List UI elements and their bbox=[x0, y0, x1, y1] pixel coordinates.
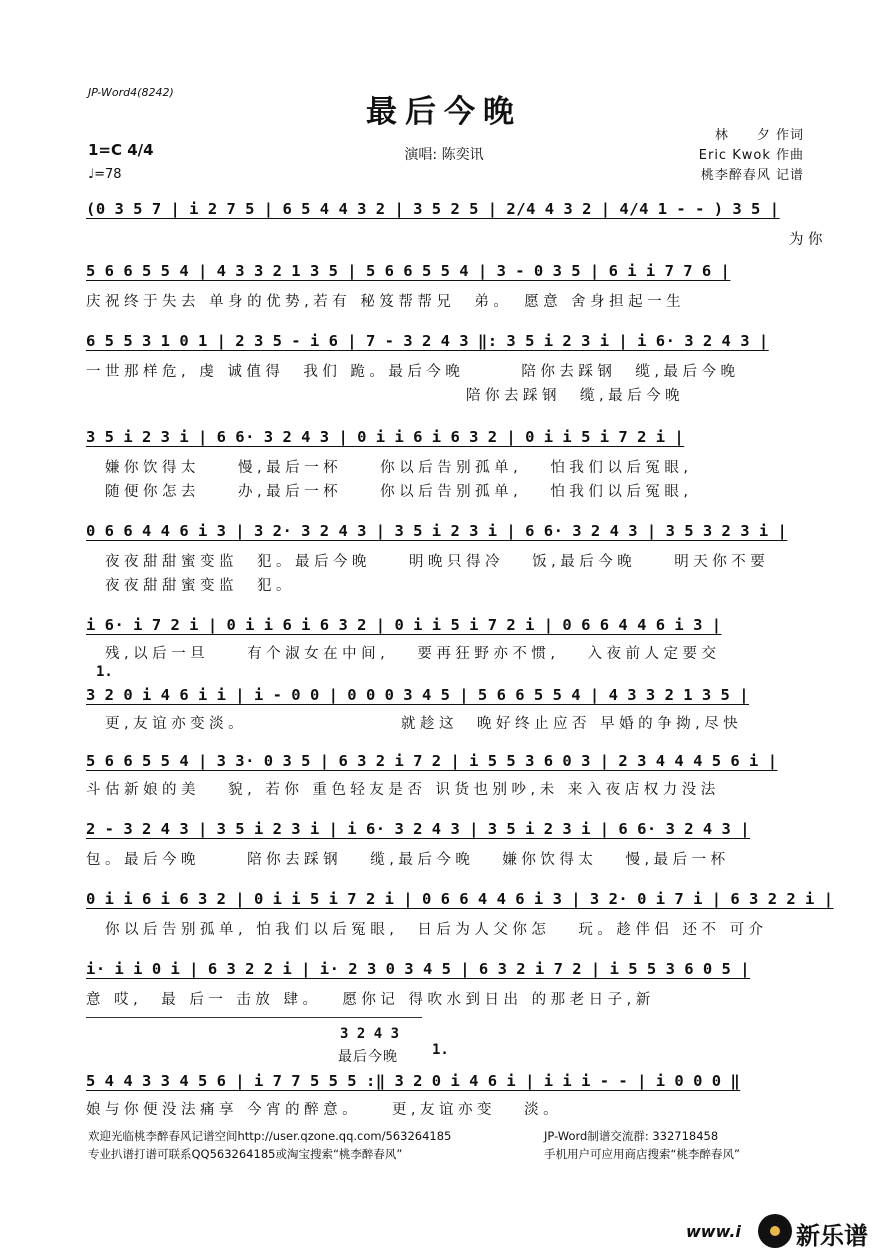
coda-lyrics: 最后今晚 bbox=[338, 1049, 398, 1065]
lyric-line-11: 意 哎, 最 后一 击放 肆。 愿你记 得吹水到日出 的那老日子,新 bbox=[86, 992, 655, 1008]
tempo-marking: ♩=78 bbox=[88, 167, 122, 182]
lyricist-credit: 林 夕 作词 bbox=[714, 128, 804, 143]
notation-line-1: (0 3 5 7 | i 2 7 5 | 6 5 4 4 3 2 | 3 5 2 5 | 2/4 4 3 2 | 4/4 1 - - ) 3 5 | bbox=[86, 200, 780, 218]
lyric-line-5b: 夜夜甜甜蜜变监 犯。 bbox=[86, 578, 295, 594]
divider-line bbox=[86, 1017, 422, 1018]
transcriber-credit: 桃李醉春风 记谱 bbox=[700, 168, 804, 183]
lyric-line-7: 更,友谊亦变淡。 就趁这 晚好终止应否 早婚的争拗,尽快 bbox=[86, 716, 743, 732]
footer-website: 欢迎光临桃李醉春风记谱空间http://user.qzone.qq.com/563264185 bbox=[88, 1129, 452, 1143]
lyric-line-1: 为你 bbox=[86, 232, 827, 248]
singer-credit: 演唱: 陈奕讯 bbox=[404, 147, 484, 163]
volta-first-ending: 1. bbox=[96, 664, 113, 680]
volta-first-ending-2: 1. bbox=[432, 1042, 449, 1058]
lyric-line-2: 庆祝终于失去 单身的优势,若有 秘笈帮帮兄 弟。 愿意 舍身担起一生 bbox=[86, 294, 686, 310]
notation-line-10: 0 i i 6 i 6 3 2 | 0 i i 5 i 7 2 i | 0 6 6 4 4 6 i 3 | 3 2· 0 i 7 i | 6 3 2 2 i | bbox=[86, 890, 834, 908]
notation-line-7: 3 2 0 i 4 6 i i | i - 0 0 | 0 0 0 3 4 5 | 5 6 6 5 5 4 | 4 3 3 2 1 3 5 | bbox=[86, 686, 750, 704]
notation-line-4: 3 5 i 2 3 i | 6 6· 3 2 4 3 | 0 i i 6 i 6 3 2 | 0 i i 5 i 7 2 i | bbox=[86, 428, 685, 446]
vinyl-disc-icon bbox=[758, 1214, 792, 1248]
composer-credit: Eric Kwok 作曲 bbox=[698, 148, 804, 163]
notation-line-12: 5 4 4 3 3 4 5 6 | i 7 7 5 5 5 :‖ 3 2 0 i 4 6 i | i i i - - | i 0 0 0 ‖ bbox=[86, 1072, 741, 1090]
site-logo bbox=[686, 1212, 884, 1252]
lyric-line-6: 残,以后一旦 有个淑女在中间, 要再狂野亦不惯, 入夜前人定要交 bbox=[86, 646, 721, 662]
lyric-line-3a: 一世那样危, 虔 诚值得 我们 跪。最后今晚 陪你去踩钢 缆,最后今晚 bbox=[86, 364, 740, 380]
footer-group: JP-Word制谱交流群: 332718458 bbox=[544, 1129, 719, 1143]
song-title: 最后今晚 bbox=[366, 94, 522, 130]
notation-line-9: 2 - 3 2 4 3 | 3 5 i 2 3 i | i 6· 3 2 4 3 | 3 5 i 2 3 i | 6 6· 3 2 4 3 | bbox=[86, 820, 751, 838]
logo-text: 新乐谱 bbox=[796, 1222, 868, 1250]
notation-line-5: 0 6 6 4 4 6 i 3 | 3 2· 3 2 4 3 | 3 5 i 2 3 i | 6 6· 3 2 4 3 | 3 5 3 2 3 i | bbox=[86, 522, 788, 540]
footer-contact: 专业扒谱打谱可联系QQ563264185或淘宝搜索“桃李醉春风” bbox=[88, 1147, 403, 1161]
footer-app: 手机用户可应用商店搜索“桃李醉春风” bbox=[544, 1147, 740, 1161]
logo-url: www.i bbox=[686, 1222, 741, 1241]
notation-line-2: 5 6 6 5 5 4 | 4 3 3 2 1 3 5 | 5 6 6 5 5 4 | 3 - 0 3 5 | 6 i i 7 7 6 | bbox=[86, 262, 731, 280]
notation-line-6: i 6· i 7 2 i | 0 i i 6 i 6 3 2 | 0 i i 5 i 7 2 i | 0 6 6 4 4 6 i 3 | bbox=[86, 616, 722, 634]
notation-line-11: i· i i 0 i | 6 3 2 2 i | i· 2 3 0 3 4 5 | 6 3 2 i 7 2 | i 5 5 3 6 0 5 | bbox=[86, 960, 751, 978]
lyric-line-4b: 随便你怎去 办,最后一杯 你以后告别孤单, 怕我们以后冤眼, bbox=[86, 484, 693, 500]
lyric-line-5a: 夜夜甜甜蜜变监 犯。最后今晚 明晚只得冷 饭,最后今晚 明天你不要 bbox=[86, 554, 770, 570]
lyric-line-10: 你以后告别孤单, 怕我们以后冤眼, 日后为人父你怎 玩。趁伴侣 还不 可介 bbox=[86, 922, 768, 938]
key-signature: 1=C 4/4 bbox=[88, 141, 154, 159]
lyric-line-4a: 嫌你饮得太 慢,最后一杯 你以后告别孤单, 怕我们以后冤眼, bbox=[86, 460, 693, 476]
lyric-line-12: 娘与你便没法痛享 今宵的醉意。 更,友谊亦变 淡。 bbox=[86, 1102, 563, 1118]
coda-notes: 3 2 4 3 bbox=[340, 1026, 400, 1042]
lyric-line-3b: 陪你去踩钢 缆,最后今晚 bbox=[86, 388, 685, 404]
notation-line-8: 5 6 6 5 5 4 | 3 3· 0 3 5 | 6 3 2 i 7 2 | i 5 5 3 6 0 3 | 2 3 4 4 4 5 6 i | bbox=[86, 752, 778, 770]
lyric-line-8: 斗估新娘的美 貌, 若你 重色轻友是否 识货也别吵,未 来入夜店权力没法 bbox=[86, 782, 720, 798]
software-label: JP-Word4(8242) bbox=[88, 86, 174, 99]
notation-line-3: 6 5 5 3 1 0 1 | 2 3 5 - i 6 | 7 - 3 2 4 3 ‖: 3 5 i 2 3 i | i 6· 3 2 4 3 | bbox=[86, 332, 769, 350]
lyric-line-9: 包。最后今晚 陪你去踩钢 缆,最后今晚 嫌你饮得太 慢,最后一杯 bbox=[86, 852, 730, 868]
